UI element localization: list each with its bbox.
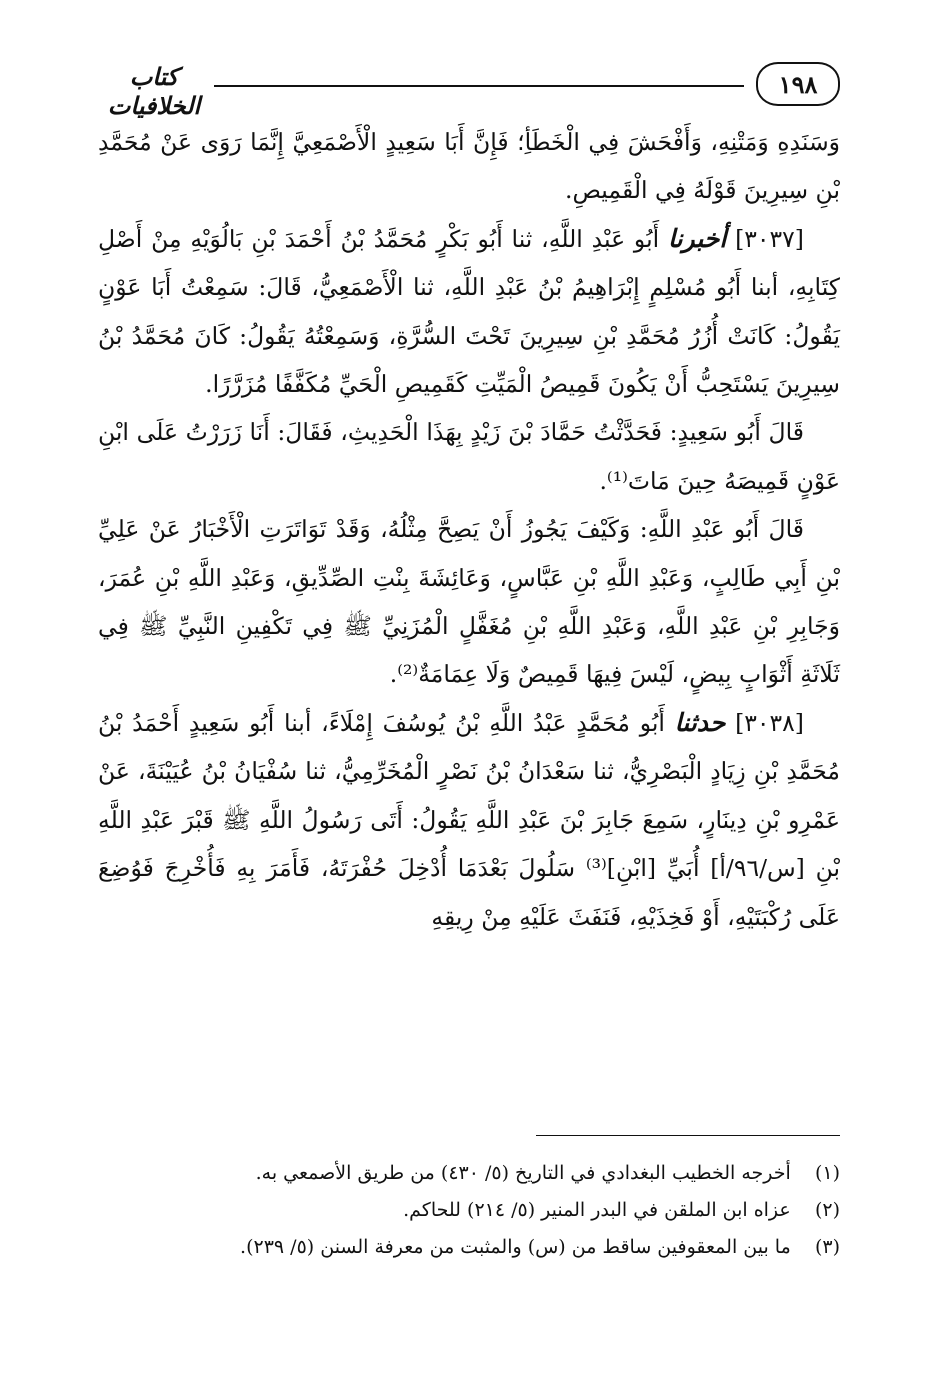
- paragraph-1: وَسَنَدِهِ وَمَتْنِهِ، وَأَفْحَشَ فِي الْخَطَأِ؛ فَإِنَّ أَبَا سَعِيدٍ الْأَصْمَعِيَّ إِنَّمَا رَوَى عَنْ مُحَمَّدِ بْنِ سِيرِينَ قَوْلَهُ فِي الْقَمِيصِ.: [98, 128, 840, 205]
- footnote-text: أخرجه الخطيب البغدادي في التاريخ (٥/ ٤٣٠) من طريق الأصمعي به.: [255, 1162, 791, 1184]
- footnote-number: (١): [814, 1162, 840, 1184]
- header-rule: [214, 85, 744, 87]
- hadith-number: [٣٠٣٧]: [735, 224, 804, 253]
- main-text: [98, 118, 840, 941]
- footnote-text: عزاه ابن الملقن في البدر المنير (٥/ ٢١٤) للحاكم.: [403, 1199, 791, 1221]
- footnote-3: [98, 1229, 840, 1266]
- hadith-3038: [98, 699, 840, 941]
- paragraph-3: قَالَ أَبُو سَعِيدٍ: فَحَدَّثْتُ حَمَّادَ بْنَ زَيْدٍ بِهَذَا الْحَدِيثِ، فَقَالَ: أَنَا زَرَرْتُ عَلَى ابْنِ عَوْنٍ قَمِيصَهُ حِينَ مَاتَ⁽¹⁾.: [98, 418, 840, 495]
- book-title: كتاب الخلافيات: [107, 62, 201, 120]
- hadith-text: أَبُو مُحَمَّدٍ عَبْدُ اللَّهِ بْنُ يُوسُفَ إِمْلَاءً، أبنا أَبُو سَعِيدٍ أَحْمَدُ بْنُ مُحَمَّدِ بْنِ زِيَادٍ الْبَصْرِيُّ، ثنا سَعْدَانُ بْنُ نَصْرٍ الْمُخَرِّمِيُّ، ثنا سُفْيَانُ بْنُ عُيَيْنَةَ، عَنْ عَمْرِو بْنِ دِينَارٍ، سَمِعَ جَابِرَ بْنَ عَبْدِ اللَّهِ يَقُولُ: أَتَى رَسُولُ اللَّهِ ﷺ قَبْرَ عَبْدِ اللَّهِ بْنِ [س/٩٦/أ] أُبَيِّ [ابْنِ]⁽³⁾ سَلُولَ بَعْدَمَا أُدْخِلَ حُفْرَتَهُ، فَأَمَرَ بِهِ فَأُخْرِجَ فَوُضِعَ عَلَى رُكْبَتَيْهِ، أَوْ فَخِذَيْهِ، فَنَفَثَ عَلَيْهِ مِنْ رِيقِهِ: [98, 708, 841, 931]
- footnote-number: (٣): [814, 1236, 840, 1258]
- page-number-badge: [756, 62, 840, 106]
- hadith-3037: [98, 215, 840, 409]
- transmission-verb: أخبرنا: [667, 223, 727, 253]
- hadith-number: [٣٠٣٨]: [735, 708, 804, 737]
- footnote-number: (٢): [814, 1199, 840, 1221]
- footnote-2: [98, 1192, 840, 1229]
- footnotes: [98, 1155, 840, 1266]
- footnote-text: ما بين المعقوفين ساقط من (س) والمثبت من معرفة السنن (٥/ ٢٣٩).: [240, 1236, 791, 1258]
- transmission-verb: حدثنا: [674, 707, 726, 737]
- footnote-1: [98, 1155, 840, 1192]
- footnote-separator: [536, 1135, 840, 1136]
- page-number: ١٩٨: [778, 69, 818, 99]
- paragraph-4: قَالَ أَبُو عَبْدِ اللَّهِ: وَكَيْفَ يَجُوزُ أَنْ يَصِحَّ مِثْلُهُ، وَقَدْ تَوَاتَرَتِ الْأَخْبَارُ عَنْ عَلِيِّ بْنِ أَبِي طَالِبٍ، وَعَبْدِ اللَّهِ بْنِ عَبَّاسٍ، وَعَائِشَةَ بِنْتِ الصِّدِّيقِ، وَعَبْدِ اللَّهِ بْنِ عُمَرَ، وَجَابِرِ بْنِ عَبْدِ اللَّهِ، وَعَبْدِ اللَّهِ بْنِ مُغَفَّلٍ الْمُزَنِيِّ ﷺ فِي تَكْفِينِ النَّبِيِّ ﷺ فِي ثَلَاثَةِ أَثْوَابٍ بِيضٍ، لَيْسَ فِيهَا قَمِيصٌ وَلَا عِمَامَةٌ⁽²⁾.: [98, 515, 840, 689]
- page-header: [96, 60, 840, 120]
- hadith-text: أَبُو عَبْدِ اللَّهِ، ثنا أَبُو بَكْرٍ مُحَمَّدُ بْنُ أَحْمَدَ بْنِ بَالُوَيْهِ مِنْ أَصْلِ كِتَابِهِ، أبنا أَبُو مُسْلِمٍ إِبْرَاهِيمُ بْنُ عَبْدِ اللَّهِ، ثنا الْأَصْمَعِيُّ، قَالَ: سَمِعْتُ أَبَا عَوْنٍ يَقُولُ: كَانَتْ أُزُرُ مُحَمَّدِ بْنِ سِيرِينَ تَحْتَ السُّرَّةِ، وَسَمِعْتُهُ يَقُولُ: كَانَ مُحَمَّدُ بْنُ سِيرِينَ يَسْتَحِبُّ أَنْ يَكُونَ قَمِيصُ الْمَيِّتِ كَقَمِيصِ الْحَيِّ مُكَفَّفًا مُزَرَّرًا.: [98, 224, 840, 399]
